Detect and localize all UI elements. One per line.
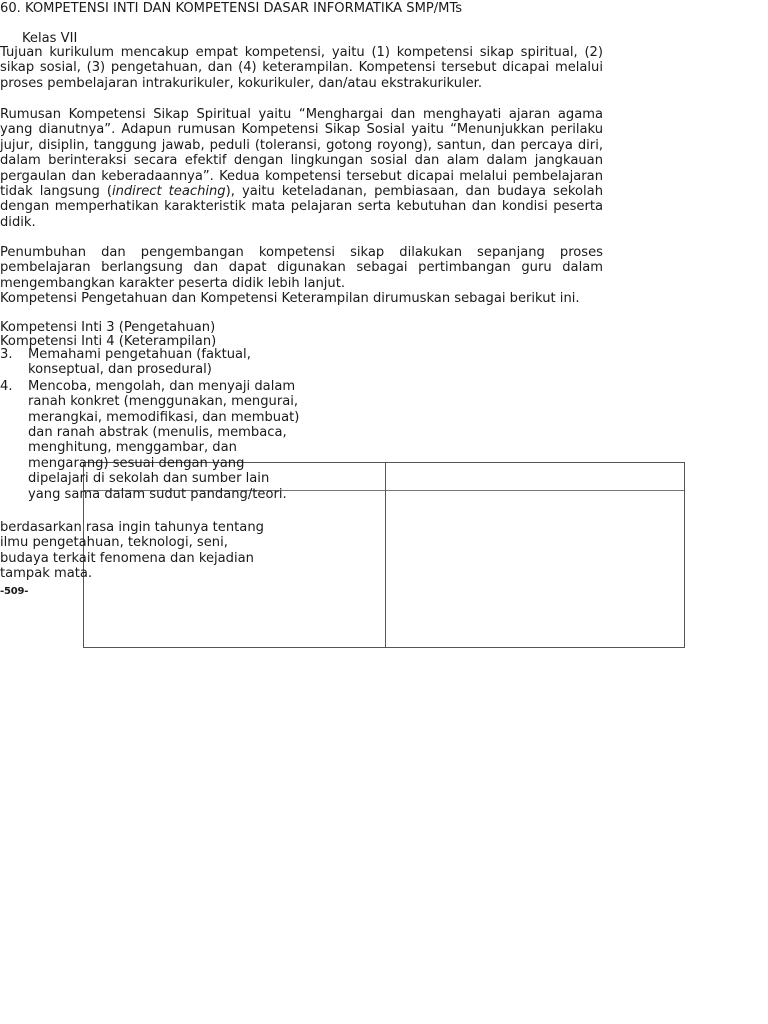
core-competency-4-label: Kompetensi Inti 4 (Keterampilan) <box>0 334 217 349</box>
paragraph-attitude-development: Penumbuhan dan pengembangan kompetensi sikap dilakukan sepanjang proses pembelajaran berlangsung dan dapat digunakan sebagai pertimbangan guru dalam mengembangkan karakter peserta didik lebih lanjut. <box>0 245 603 291</box>
paragraph-attitude-text-end: ), yaitu keteladanan, pembiasaan, dan budaya sekolah dengan memperhatikan karakteristik mata pelajaran serta kebutuhan dan kondisi peserta didik. <box>0 184 604 230</box>
paragraph-knowledge-skills-intro: Kompetensi Pengetahuan dan Kompetensi Keterampilan dirumuskan sebagai berikut ini. <box>0 291 580 306</box>
paragraph-attitude-text-start: Rumusan Kompetensi Sikap Spiritual yaitu “Menghargai dan menghayati ajaran agama yang dianutnya”. Adapun rumusan Kompetensi Sikap Sosial yaitu “Menunjukkan perilaku jujur, disiplin, tanggung jawab, peduli (toleransi, gotong royong), santun, dan percaya diri, dalam berinteraksi secara efektif dengan lingkungan sosial dan alam dalam jangkauan pergaulan dan keberadaannya”. Kedua kompetensi tersebut dicapai melalui pembelajaran tidak langsung ( <box>0 107 603 200</box>
class-label: Kelas VII <box>22 31 78 46</box>
list-item <box>0 347 303 378</box>
document-heading: 60. KOMPETENSI INTI DAN KOMPETENSI DASAR INFORMATIKA SMP/MTs <box>0 1 463 16</box>
paragraph-attitude-competencies <box>0 107 603 230</box>
table-column-divider <box>385 463 386 647</box>
list-item <box>0 379 303 502</box>
list-item-number: 3. <box>0 347 13 362</box>
list-item-text: Mencoba, mengolah, dan menyaji dalam ranah konkret (menggunakan, mengurai, merangkai, memodifikasi, dan membuat) dan ranah abstrak (menulis, membaca, menghitung, menggambar, dan mengarang) sesuai dengan yang dipelajari di sekolah dan sumber lain yang sama dalam sudut pandang/teori. <box>28 378 300 502</box>
core-competency-3-label: Kompetensi Inti 3 (Pengetahuan) <box>0 320 216 335</box>
competency-list <box>0 347 303 502</box>
list-item-number: 4. <box>0 378 13 394</box>
page-number: -509- <box>0 586 29 597</box>
list-item-text: Memahami pengetahuan (faktual, konseptual, dan prosedural) <box>28 347 251 378</box>
paragraph-curriculum-goals: Tujuan kurikulum mencakup empat kompetensi, yaitu (1) kompetensi sikap spiritual, (2) sikap sosial, (3) pengetahuan, dan (4) keterampilan. Kompetensi tersebut dicapai melalui proses pembelajaran intrakurikuler, kokurikuler, dan/atau ekstrakurikuler. <box>0 45 603 91</box>
paragraph-attitude-italic-term: indirect teaching <box>111 184 226 200</box>
continuation-text: berdasarkan rasa ingin tahunya tentang ilmu pengetahuan, teknologi, seni, budaya terkait fenomena dan kejadian tampak mata. <box>0 520 264 582</box>
